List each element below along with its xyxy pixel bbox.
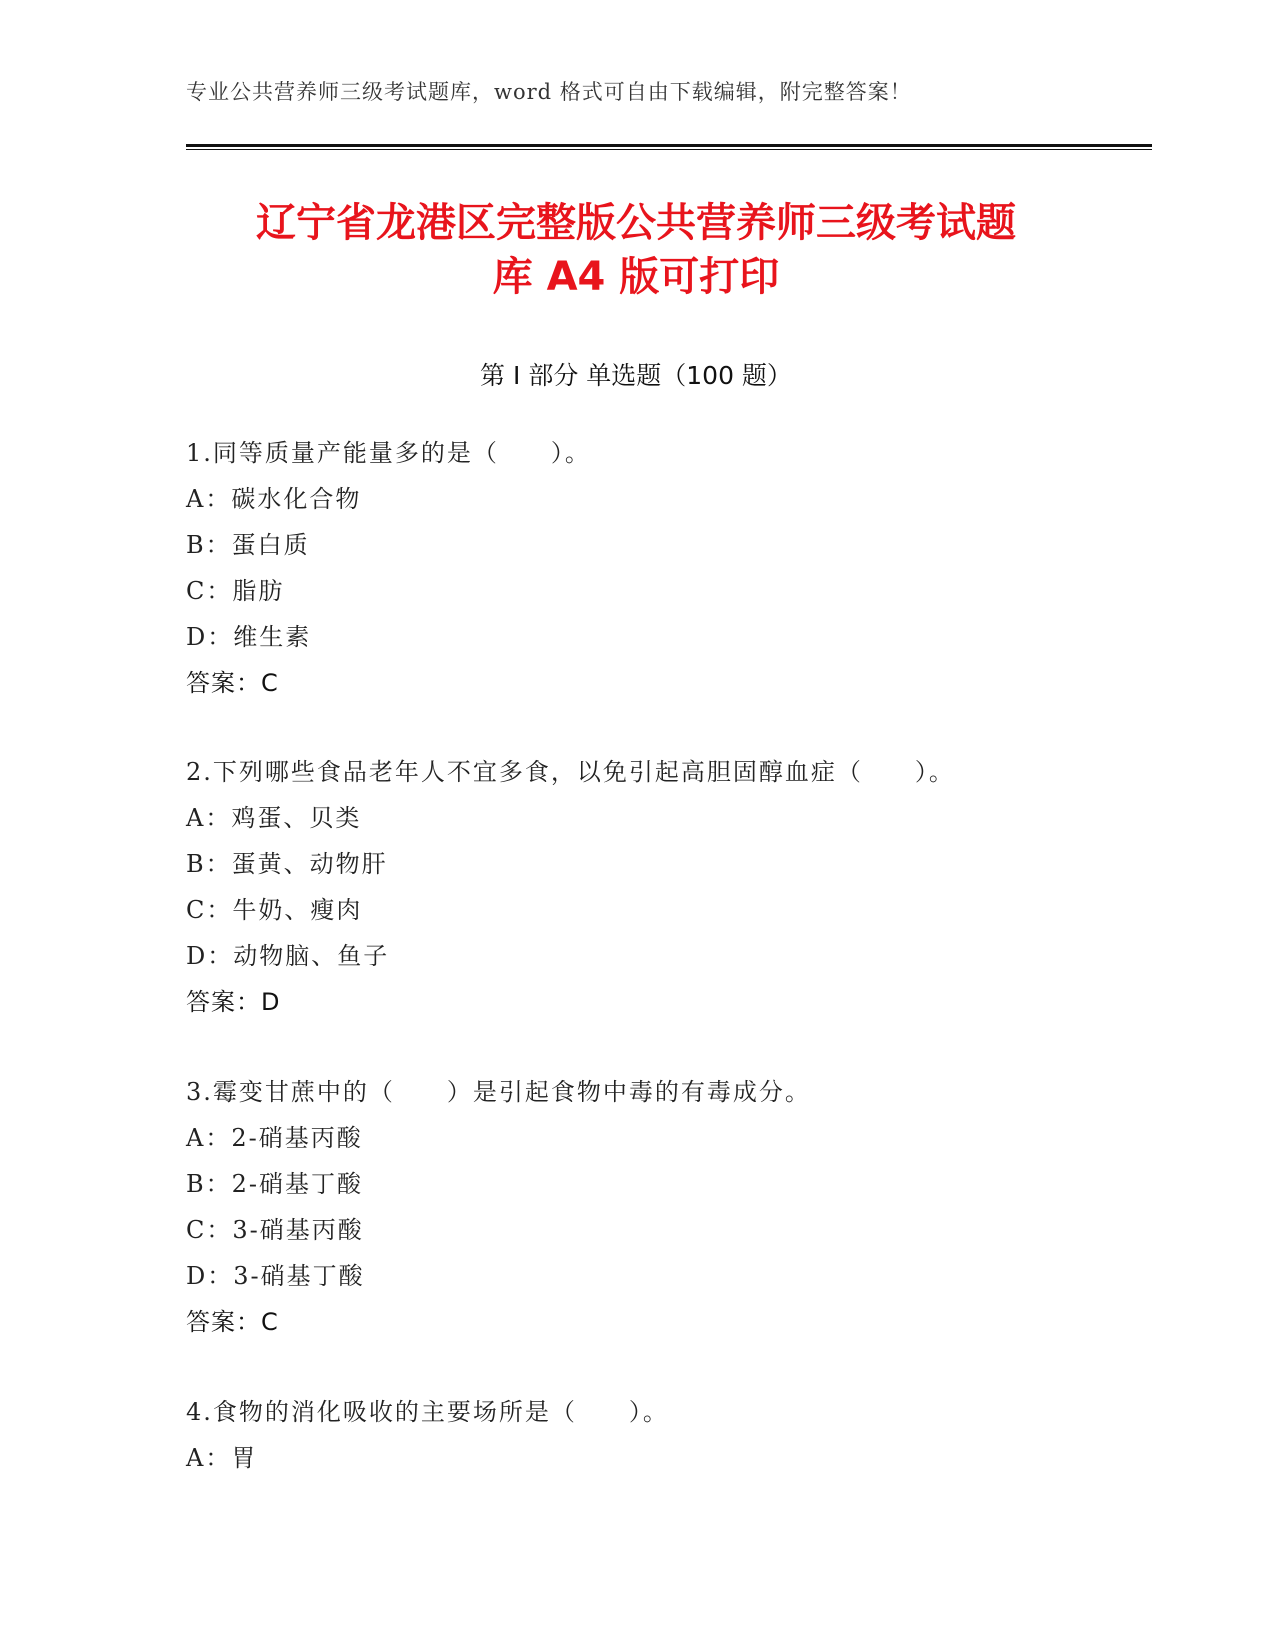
- answer-text: 答案：C: [186, 1308, 279, 1336]
- option-a: A：碳水化合物: [186, 485, 362, 513]
- option-b: B：蛋黄、动物肝: [186, 850, 388, 878]
- document-title: [186, 196, 1086, 304]
- option-d: D：3-硝基丁酸: [186, 1262, 365, 1290]
- answer-text: 答案：D: [186, 988, 281, 1016]
- question-text: 4.食物的消化吸收的主要场所是（ ）。: [186, 1398, 669, 1426]
- option-a: A：胃: [186, 1444, 258, 1472]
- question-text: 2.下列哪些食品老年人不宜多食，以免引起高胆固醇血症（ ）。: [186, 758, 955, 786]
- section-title: 第 I 部分 单选题（100 题）: [480, 361, 792, 390]
- question-1: [186, 430, 1146, 706]
- question-text: 1.同等质量产能量多的是（ ）。: [186, 439, 591, 467]
- document-title-line2: 库 A4 版可打印: [492, 254, 780, 300]
- question-4: [186, 1389, 1146, 1481]
- header-rule-thin: [186, 149, 1152, 150]
- question-2: [186, 749, 1146, 1025]
- header-note: 专业公共营养师三级考试题库，word 格式可自由下载编辑，附完整答案！: [186, 80, 912, 104]
- option-d: D：动物脑、鱼子: [186, 942, 390, 970]
- header-rule-thick: [186, 144, 1152, 147]
- option-a: A：2-硝基丙酸: [186, 1124, 363, 1152]
- option-b: B：2-硝基丁酸: [186, 1170, 364, 1198]
- option-b: B：蛋白质: [186, 531, 310, 559]
- question-3: [186, 1069, 1146, 1345]
- option-d: D：维生素: [186, 623, 312, 651]
- document-title-line1: 辽宁省龙港区完整版公共营养师三级考试题: [256, 200, 1016, 246]
- option-c: C：牛奶、瘦肉: [186, 896, 363, 924]
- option-a: A：鸡蛋、贝类: [186, 804, 362, 832]
- answer-text: 答案：C: [186, 669, 279, 697]
- option-c: C：3-硝基丙酸: [186, 1216, 364, 1244]
- option-c: C：脂肪: [186, 577, 285, 605]
- question-text: 3.霉变甘蔗中的（ ）是引起食物中毒的有毒成分。: [186, 1078, 811, 1106]
